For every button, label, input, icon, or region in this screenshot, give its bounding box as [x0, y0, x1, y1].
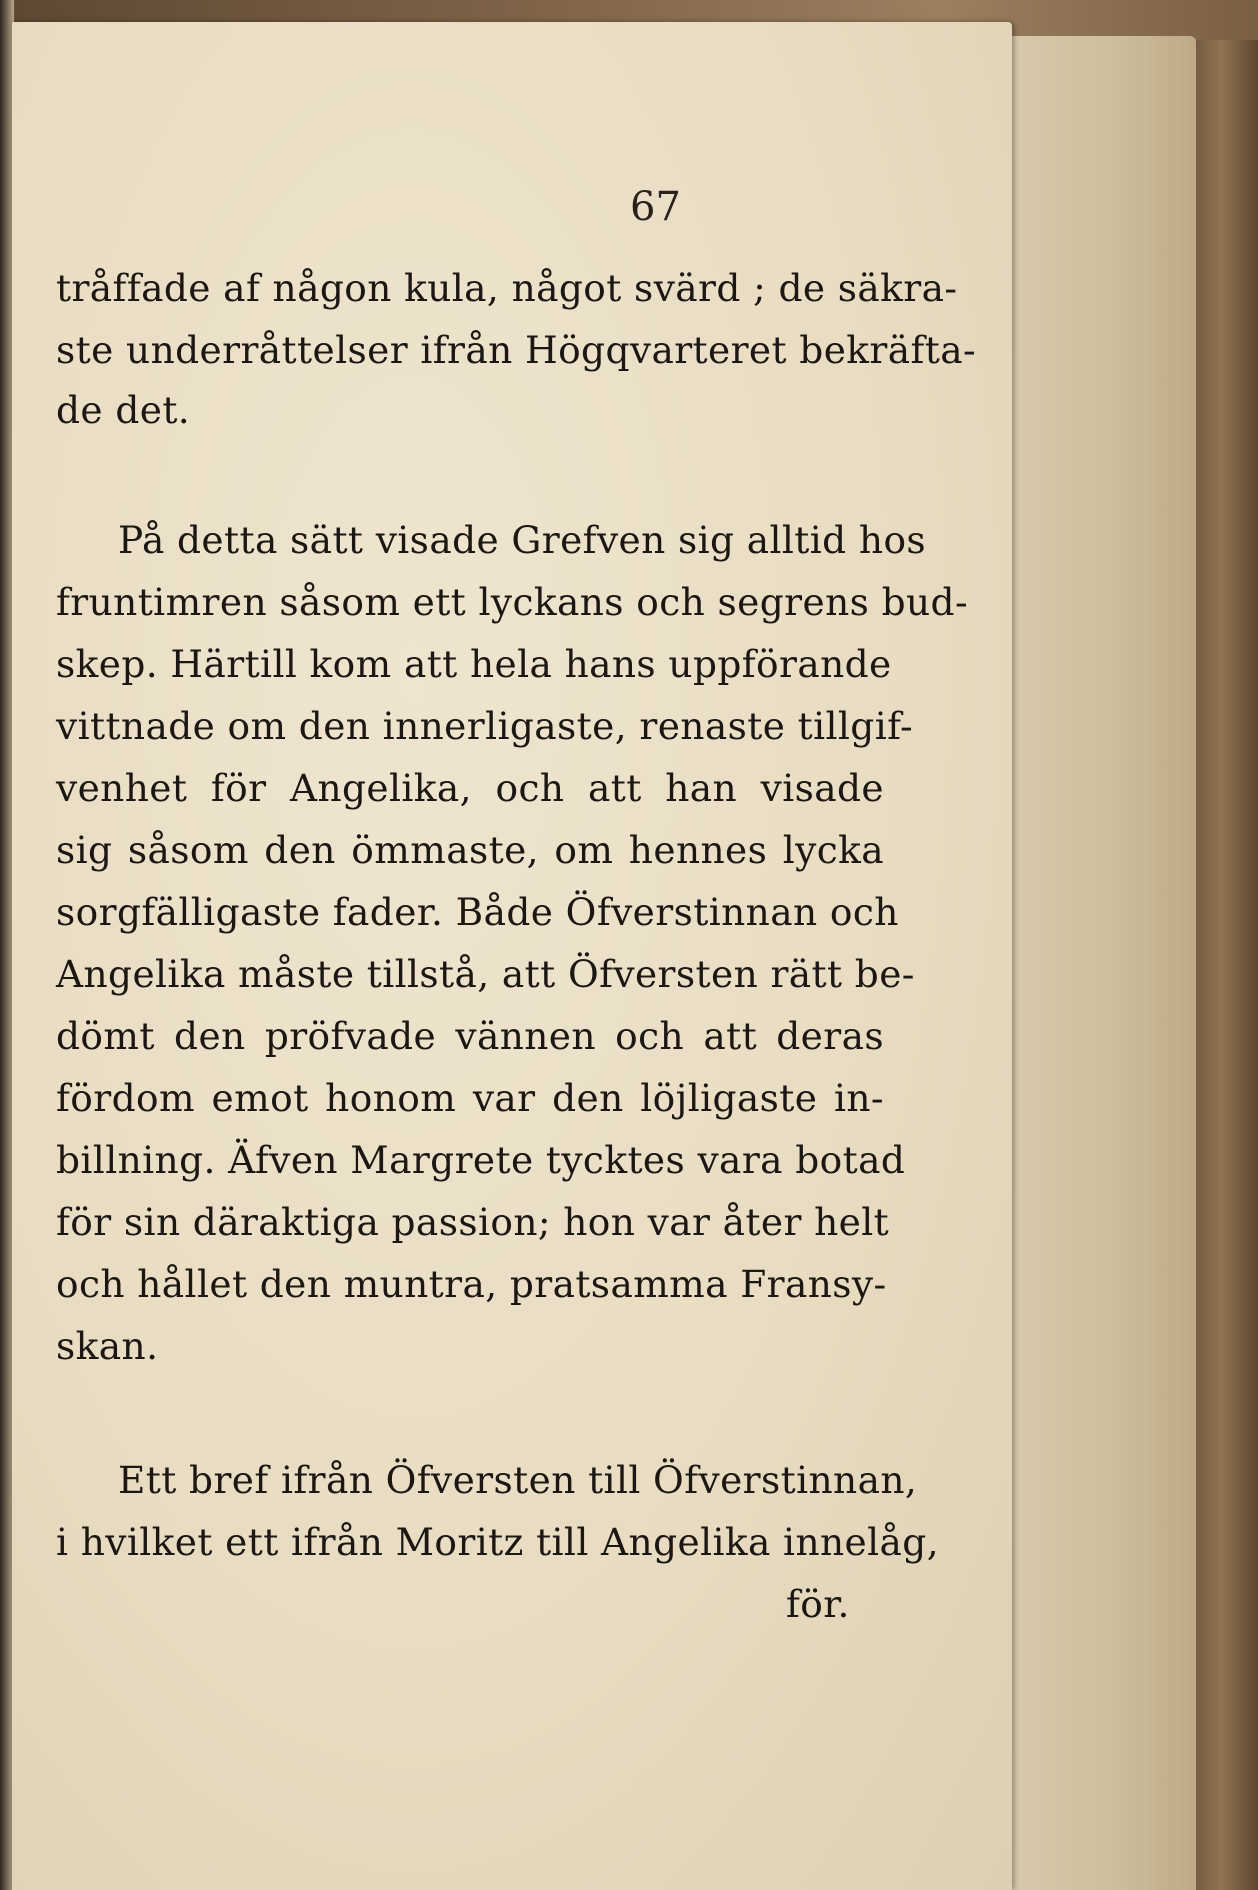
- text-line: vittnade om den innerligaste, renaste tillgif-: [56, 704, 914, 748]
- text-line: och hållet den muntra, pratsamma Fransy-: [56, 1262, 887, 1306]
- catchword: för.: [786, 1582, 850, 1626]
- text-line: sorgfälligaste fader. Både Öfverstinnan och: [56, 890, 899, 934]
- text-line: dömt den pröfvade vännen och att deras: [56, 1014, 884, 1058]
- next-page-edge: [1006, 36, 1196, 1890]
- text-line: venhet för Angelika, och att han visade: [56, 766, 884, 810]
- text-line: Angelika måste tillstå, att Öfversten rätt be-: [56, 952, 915, 996]
- book-page: [12, 22, 1012, 1890]
- text-line: ste underråttelser ifrån Högqvarteret bekräfta-: [56, 328, 977, 372]
- text-line: i hvilket ett ifrån Moritz till Angelika innelåg,: [56, 1520, 940, 1564]
- text-line: sig såsom den ömmaste, om hennes lycka: [56, 828, 884, 872]
- text-line: Ett bref ifrån Öfversten till Öfverstinnan,: [118, 1458, 918, 1502]
- text-line: fördom emot honom var den löjligaste in-: [56, 1076, 884, 1120]
- text-line: På detta sätt visade Grefven sig alltid hos: [118, 518, 927, 562]
- text-line: tråffade af någon kula, något svärd ; de säkra-: [56, 266, 958, 310]
- text-line: skep. Härtill kom att hela hans uppförande: [56, 642, 892, 686]
- page-number: 67: [630, 184, 681, 230]
- text-line: skan.: [56, 1324, 159, 1368]
- text-line: fruntimren såsom ett lyckans och segrens bud-: [56, 580, 969, 624]
- text-line: billning. Äfven Margrete tycktes vara botad: [56, 1138, 906, 1182]
- text-line: de det.: [56, 388, 191, 432]
- text-line: för sin däraktiga passion; hon var åter helt: [56, 1200, 890, 1244]
